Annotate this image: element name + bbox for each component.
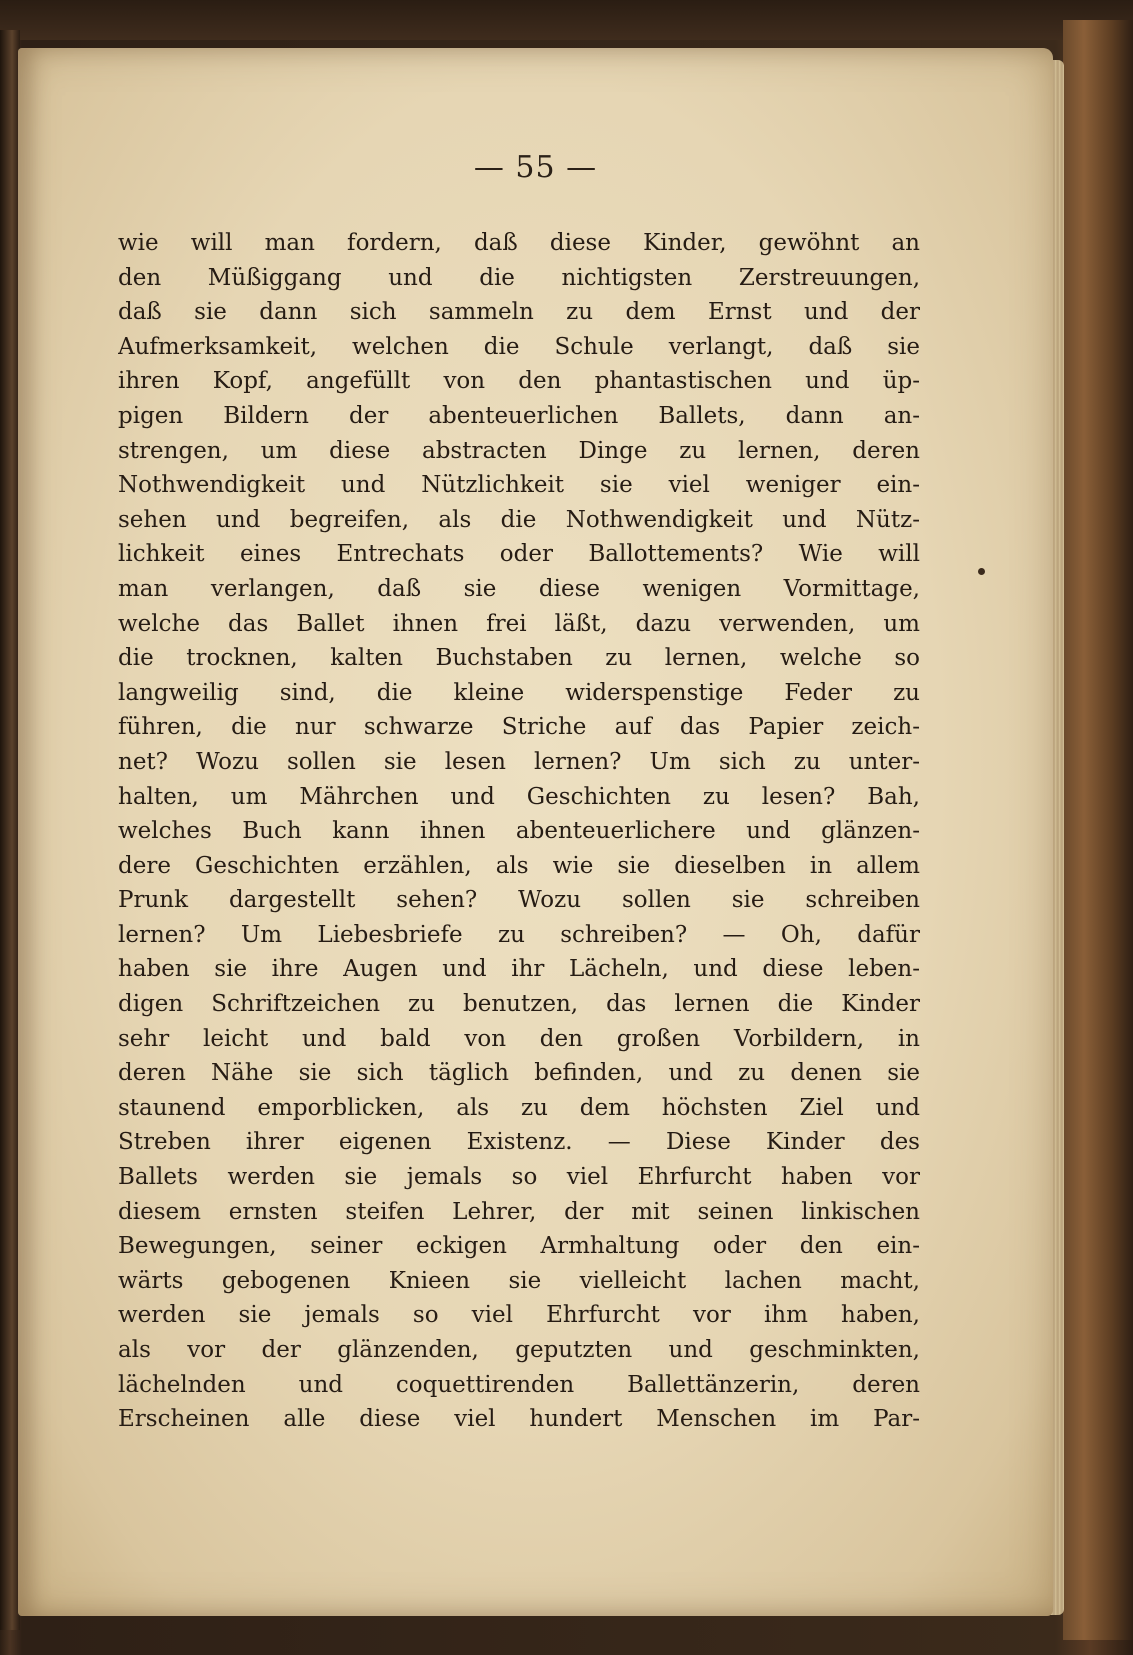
text-line: daß sie dann sich sammeln zu dem Ernst und der (118, 299, 920, 326)
text-line: dere Geschichten erzählen, als wie sie dieselben in allem (118, 852, 920, 879)
body-text (118, 226, 920, 1437)
text-line: deren Nähe sie sich täglich befinden, und zu denen sie (118, 1060, 920, 1087)
text-line: diesem ernsten steifen Lehrer, der mit seinen linkischen (118, 1198, 920, 1225)
text-line: digen Schriftzeichen zu benutzen, das lernen die Kinder (118, 991, 920, 1018)
text-line: welche das Ballet ihnen frei läßt, dazu verwenden, um (118, 610, 920, 637)
text-line: Streben ihrer eigenen Existenz. — Diese Kinder des (118, 1129, 920, 1156)
text-line: pigen Bildern der abenteuerlichen Ballets, dann an- (118, 402, 920, 429)
text-line: führen, die nur schwarze Striche auf das Papier zeich- (118, 714, 920, 741)
text-line: die trocknen, kalten Buchstaben zu lernen, welche so (118, 645, 920, 672)
text-line: wie will man fordern, daß diese Kinder, gewöhnt an (118, 230, 920, 256)
text-line: lächelnden und coquettirenden Ballettänzerin, deren (118, 1371, 920, 1398)
text-line: welches Buch kann ihnen abenteuerlichere und glänzen- (118, 818, 920, 845)
text-line: den Müßiggang und die nichtigsten Zerstreuungen, (118, 264, 920, 291)
text-line: wärts gebogenen Knieen sie vielleicht lachen macht, (118, 1267, 920, 1294)
text-line: Nothwendigkeit und Nützlichkeit sie viel weniger ein- (118, 472, 920, 499)
text-line: sehen und begreifen, als die Nothwendigkeit und Nütz- (118, 506, 920, 533)
text-line: staunend emporblicken, als zu dem höchsten Ziel und (118, 1094, 920, 1121)
ink-spot (978, 568, 985, 575)
text-line: lichkeit eines Entrechats oder Ballottements? Wie will (118, 541, 920, 568)
text-line: als vor der glänzenden, geputzten und geschminkten, (118, 1337, 920, 1363)
text-line: Prunk dargestellt sehen? Wozu sollen sie schreiben (118, 887, 920, 914)
text-line: sehr leicht und bald von den großen Vorbildern, in (118, 1025, 920, 1052)
text-line: Erscheinen alle diese viel hundert Menschen im Par- (118, 1406, 920, 1433)
text-line: strengen, um diese abstracten Dinge zu lernen, deren (118, 437, 920, 464)
paper-page (18, 48, 1053, 1616)
text-line: haben sie ihre Augen und ihr Lächeln, und diese leben- (118, 956, 920, 983)
text-line: man verlangen, daß sie diese wenigen Vormittage, (118, 575, 920, 602)
page-number: — 55 — (473, 150, 598, 185)
text-line: net? Wozu sollen sie lesen lernen? Um sich zu unter- (118, 748, 920, 775)
text-line: lernen? Um Liebesbriefe zu schreiben? — Oh, dafür (118, 921, 920, 948)
text-line: Ballets werden sie jemals so viel Ehrfurcht haben vor (118, 1164, 920, 1191)
text-line: halten, um Mährchen und Geschichten zu lesen? Bah, (118, 783, 920, 810)
book-spine-left (0, 30, 20, 1630)
leather-cover-right (1063, 20, 1133, 1640)
text-line: werden sie jemals so viel Ehrfurcht vor ihm haben, (118, 1302, 920, 1329)
text-line: Bewegungen, seiner eckigen Armhaltung oder den ein- (118, 1233, 920, 1260)
text-line: ihren Kopf, angefüllt von den phantastischen und üp- (118, 368, 920, 395)
text-line: Aufmerksamkeit, welchen die Schule verlangt, daß sie (118, 333, 920, 360)
text-line: langweilig sind, die kleine widerspenstige Feder zu (118, 679, 920, 706)
book-cover-edge-top (0, 0, 1133, 40)
